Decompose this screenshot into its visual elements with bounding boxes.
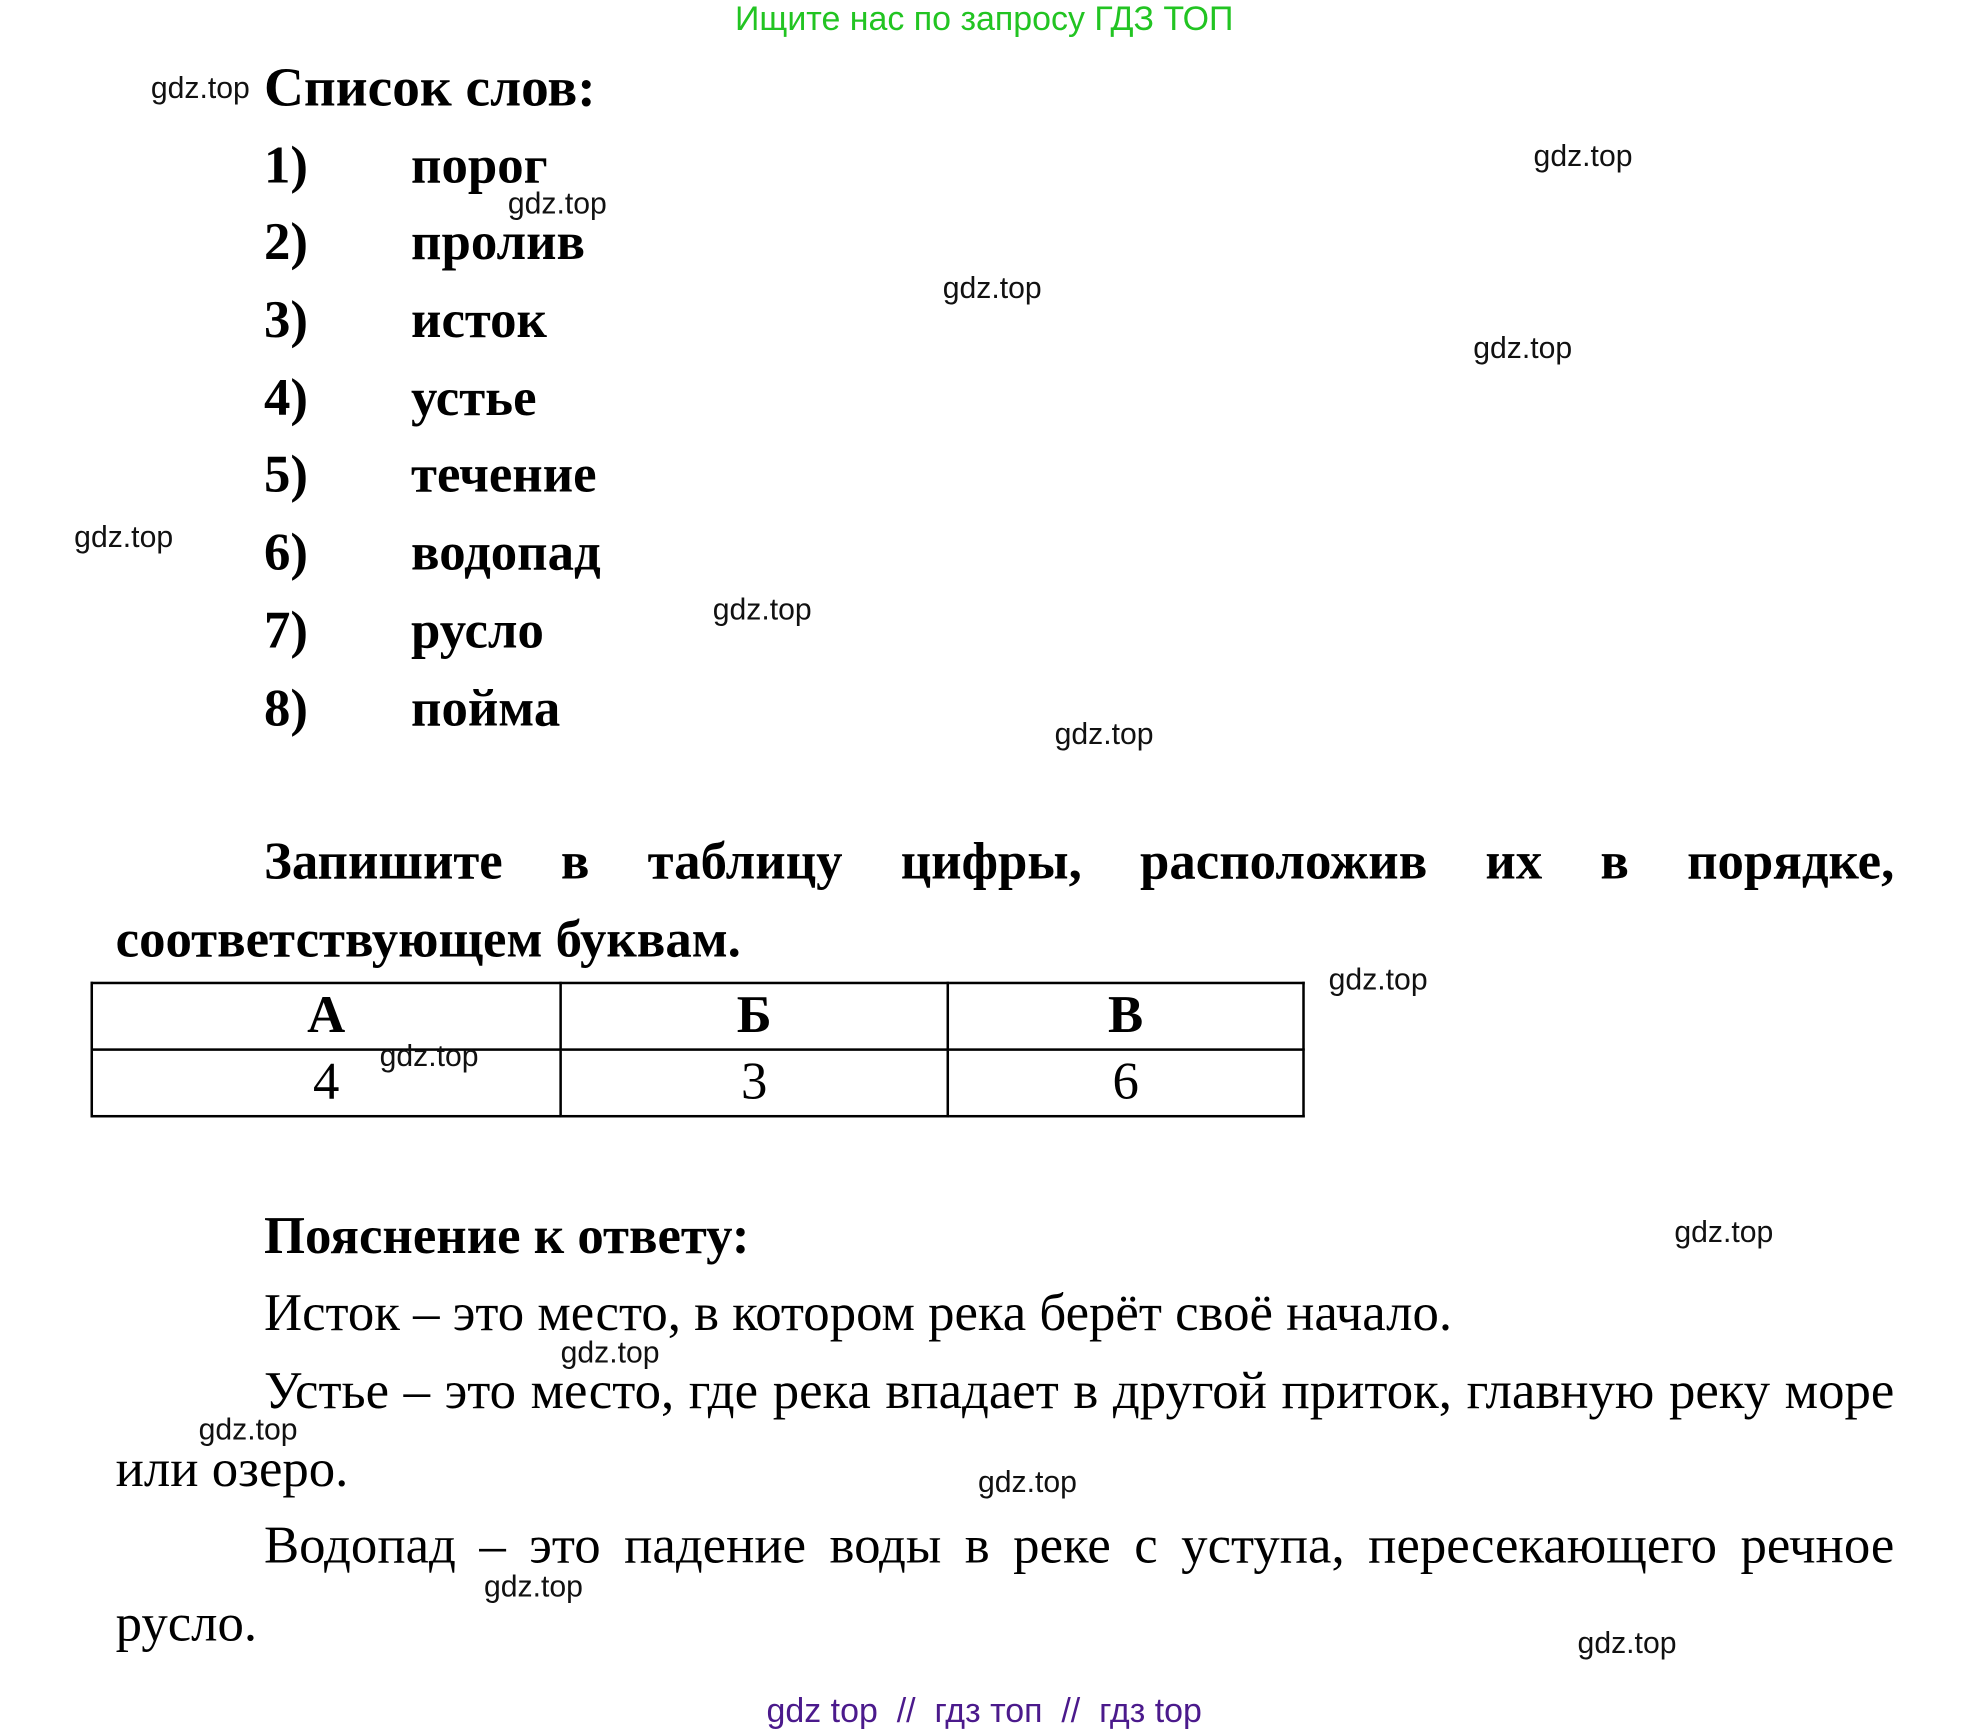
- list-number: 8): [263, 680, 308, 738]
- table-row: [92, 1050, 1304, 1117]
- watermark: gdz.top: [942, 271, 1042, 306]
- list-word: пролив: [411, 213, 586, 272]
- table-cell: 6: [948, 1050, 1304, 1117]
- table-header: Б: [561, 983, 948, 1050]
- watermark: gdz.top: [507, 187, 607, 222]
- table-header: А: [92, 983, 561, 1050]
- explanation-paragraph: Водопад – это падение воды в реке с уступа, пересекающего речное русло.: [115, 1517, 1895, 1653]
- list-title: Список слов:: [263, 56, 596, 119]
- list-word: водопад: [411, 524, 601, 582]
- list-number: 7): [263, 602, 308, 660]
- explanation-paragraph: Исток – это место, в котором река берёт своё начало.: [263, 1284, 1453, 1343]
- instruction-text: Запишите в таблицу цифры, расположив их в порядке, соответствующем буквам.: [115, 833, 1895, 969]
- list-number: 6): [263, 524, 308, 582]
- footer-links[interactable]: gdz top // гдз топ // гдз top: [766, 1691, 1202, 1730]
- explanation-paragraph: Устье – это место, где река впадает в другой приток, главную реку море или озеро.: [115, 1362, 1895, 1498]
- list-number: 3): [263, 291, 308, 350]
- watermark: gdz.top: [483, 1569, 583, 1604]
- watermark: gdz.top: [712, 593, 812, 628]
- list-word: исток: [411, 291, 547, 350]
- table-cell: 3: [561, 1050, 948, 1117]
- table-header-row: [92, 983, 1304, 1050]
- table-cell: 4: [92, 1050, 561, 1117]
- list-word: течение: [411, 446, 597, 505]
- search-banner[interactable]: Ищите нас по запросу ГДЗ ТОП: [735, 0, 1234, 38]
- watermark: gdz.top: [198, 1412, 298, 1447]
- watermark: gdz.top: [150, 71, 250, 106]
- table-header: В: [948, 983, 1304, 1050]
- explanation-title: Пояснение к ответу:: [263, 1207, 750, 1266]
- list-number: 5): [263, 446, 308, 505]
- watermark: gdz.top: [977, 1465, 1077, 1500]
- watermark: gdz.top: [560, 1336, 660, 1371]
- list-word: устье: [411, 369, 537, 428]
- list-word: русло: [411, 602, 544, 660]
- list-word: пойма: [411, 680, 561, 738]
- watermark: gdz.top: [1674, 1215, 1774, 1250]
- answer-table: [91, 982, 1305, 1118]
- watermark: gdz.top: [1577, 1626, 1677, 1661]
- list-number: 4): [263, 369, 308, 428]
- watermark: gdz.top: [379, 1039, 479, 1074]
- watermark: gdz.top: [1328, 962, 1428, 997]
- list-word: порог: [411, 137, 548, 195]
- list-number: 2): [263, 213, 308, 272]
- list-number: 1): [263, 137, 308, 195]
- watermark: gdz.top: [1473, 331, 1573, 366]
- watermark: gdz.top: [74, 520, 174, 555]
- watermark: gdz.top: [1054, 717, 1154, 752]
- watermark: gdz.top: [1533, 139, 1633, 174]
